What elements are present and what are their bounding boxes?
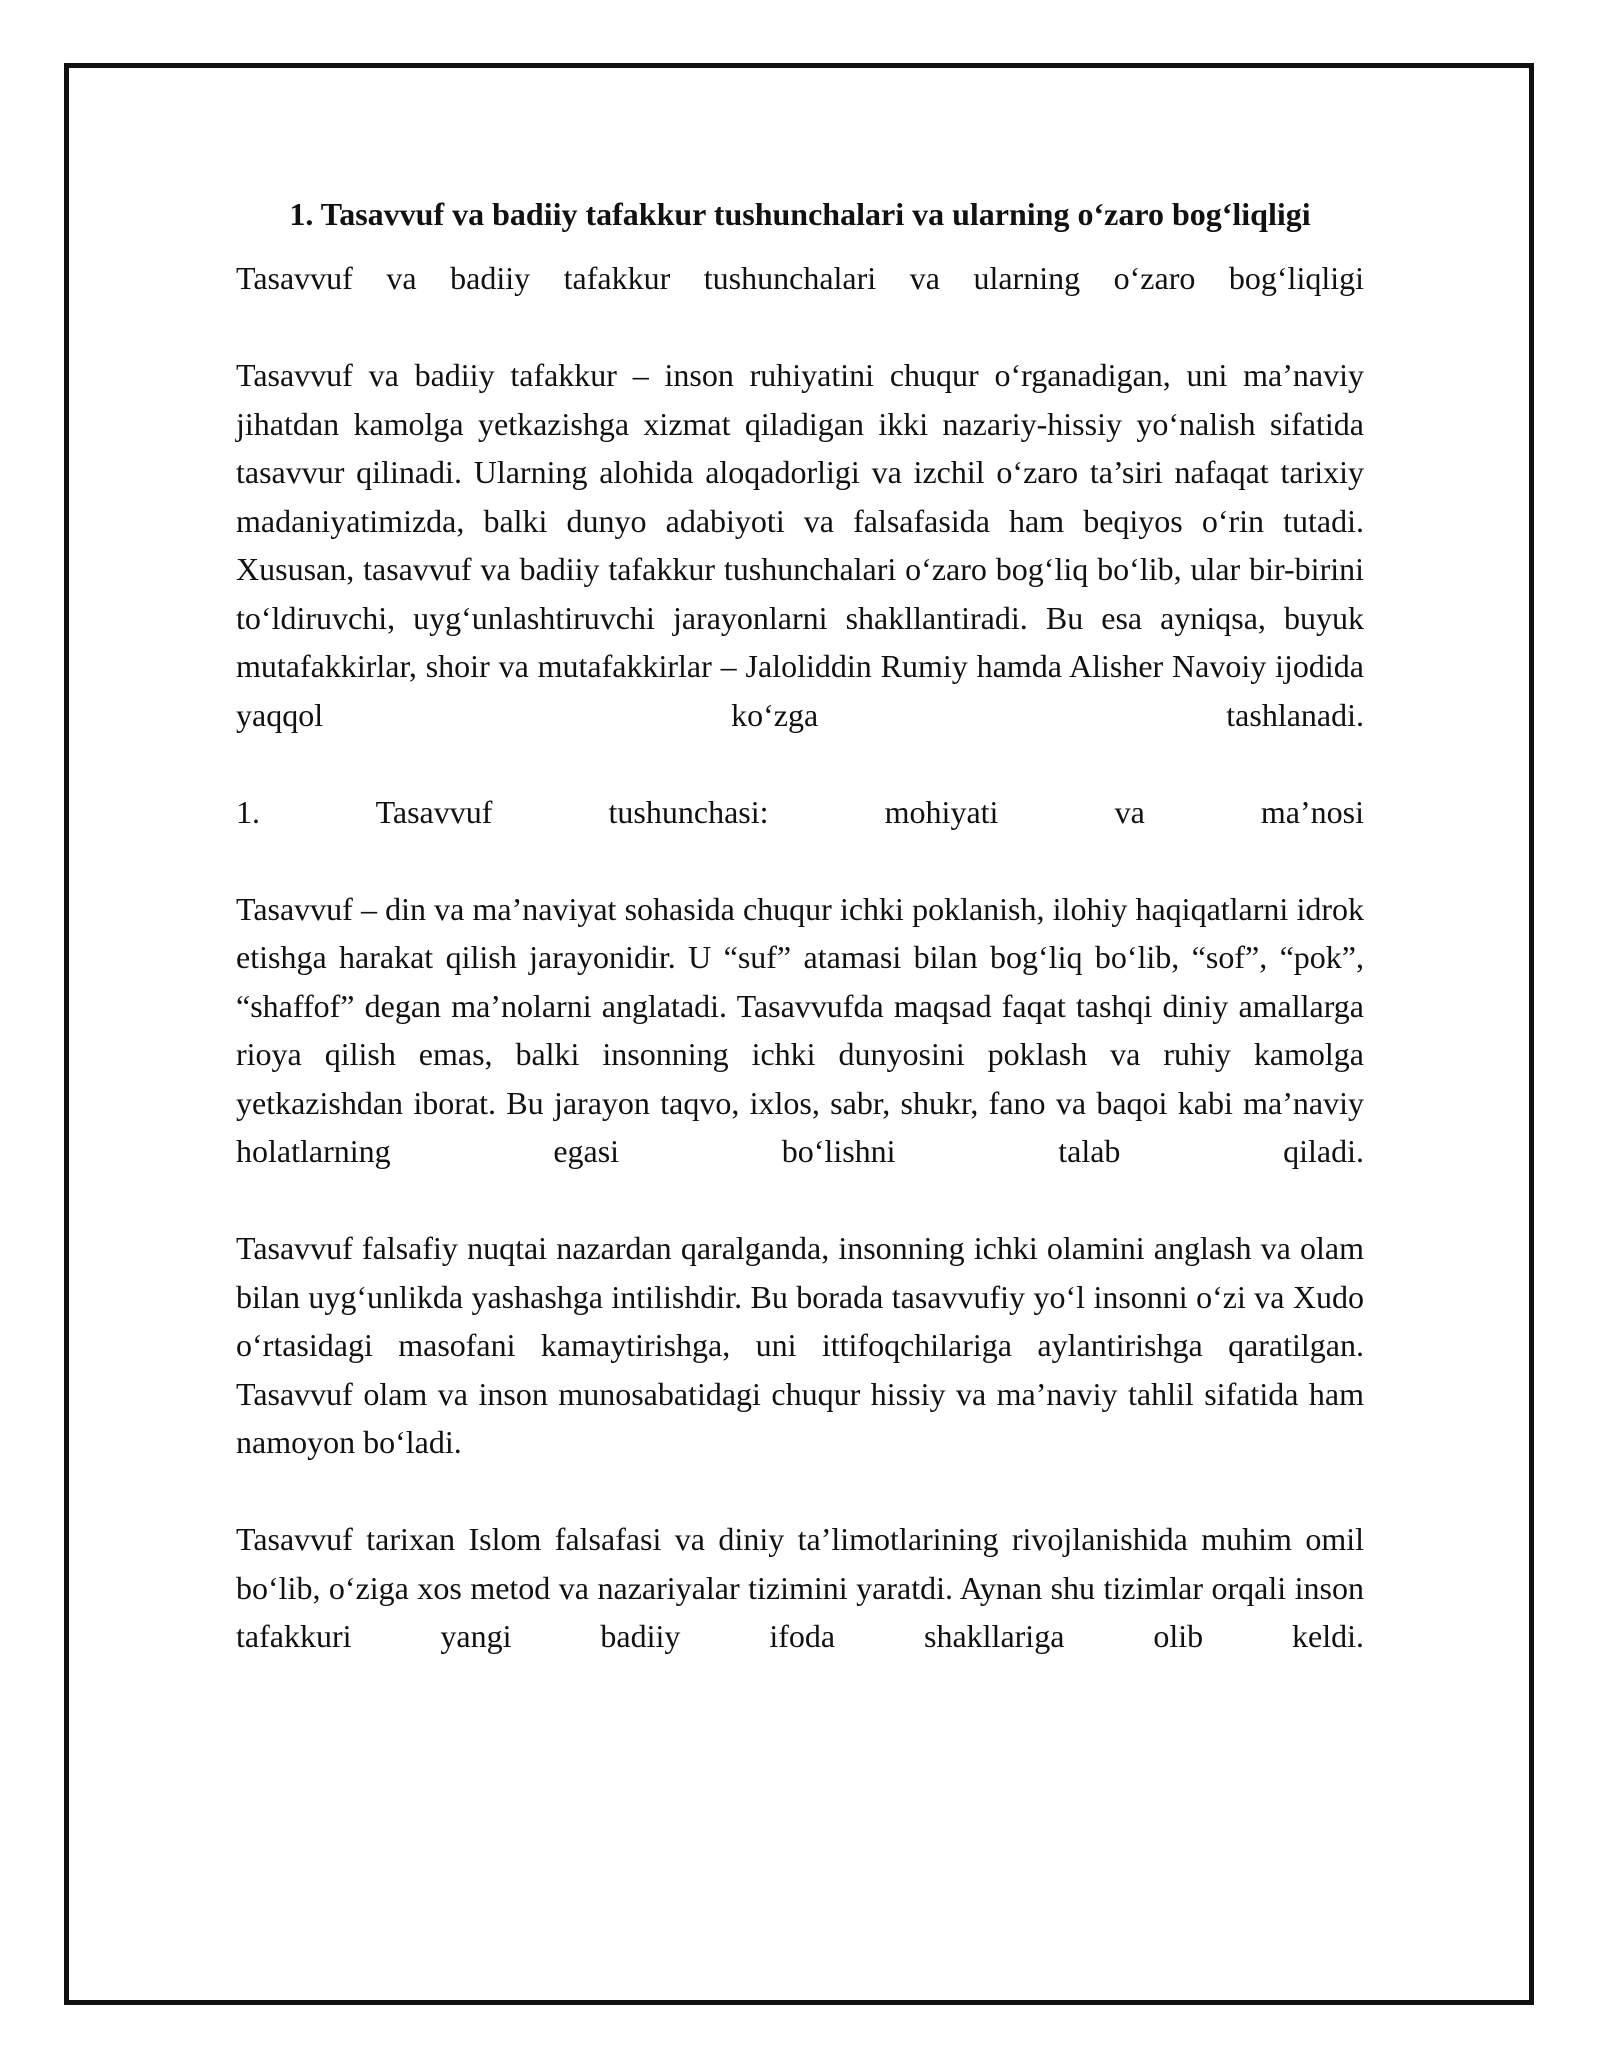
paragraph-tasavvuf-definition: Tasavvuf – din va ma’naviyat sohasida chuqur ichki poklanish, ilohiy haqiqatlarni idrok etishga harakat qilish jarayonidir. U “suf” atamasi bilan bog‘liq bo‘lib, “sof”, “pok”, “shaffof” degan ma’nolarni anglatadi. Tasavvufda maqsad faqat tashqi diniy amallarga rioya qilish emas, balki insonning ichki dunyosini poklash va ruhiy kamolga yetkazishdan iborat. Bu jarayon taqvo, ixlos, sabr, shukr, fano va baqoi kabi ma’naviy holatlarning egasi bo‘lishni talab qiladi. bbox=[236, 890, 1364, 1169]
section-heading-tasavvuf: 1. Tasavvuf tushunchasi: mohiyati va ma’nosi bbox=[236, 793, 1364, 830]
document-title: 1. Tasavvuf va badiiy tafakkur tushunchalari va ularning o‘zaro bog‘liqligi bbox=[289, 196, 1311, 232]
document-body bbox=[236, 190, 1364, 1709]
paragraph-tasavvuf-philosophy: Tasavvuf falsafiy nuqtai nazardan qaralganda, insonning ichki olamini anglash va olam bilan uyg‘unlikda yashashga intilishdir. Bu borada tasavvufiy yo‘l insonni o‘zi va Xudo o‘rtasidagi masofani kamaytirishga, uni ittifoqchilariga aylantirishga qaratilgan. Tasavvuf olam va inson munosabatidagi chuqur hissiy va ma’naviy tahlil sifatida ham namoyon bo‘ladi. bbox=[236, 1230, 1364, 1460]
paragraph-subtitle: Tasavvuf va badiiy tafakkur tushunchalari va ularning o‘zaro bog‘liqligi bbox=[236, 260, 1364, 296]
paragraph-intro: Tasavvuf va badiiy tafakkur – inson ruhiyatini chuqur o‘rganadigan, uni ma’naviy jihatdan kamolga yetkazishga xizmat qiladigan ikki nazariy-hissiy yo‘nalish sifatida tasavvur qilinadi. Ularning alohida aloqadorligi va izchil o‘zaro ta’siri nafaqat tarixiy madaniyatimizda, balki dunyo adabiyoti va falsafasida ham beqiyos o‘rin tutadi. Xususan, tasavvuf va badiiy tafakkur tushunchalari o‘zaro bog‘liq bo‘lib, ular bir-birini to‘ldiruvchi, uyg‘unlashtiruvchi jarayonlarni shakllantiradi. Bu esa ayniqsa, buyuk mutafakkirlar, shoir va mutafakkirlar – Jaloliddin Rumiy hamda Alisher Navoiy ijodida yaqqol ko‘zga tashlanadi. bbox=[236, 357, 1364, 733]
paragraph-tasavvuf-history: Tasavvuf tarixan Islom falsafasi va diniy ta’limotlarining rivojlanishida muhim omil bo‘lib, o‘ziga xos metod va nazariyalar tizimini yaratdi. Aynan shu tizimlar orqali inson tafakkuri yangi badiiy ifoda shakllariga olib keldi. bbox=[236, 1521, 1364, 1654]
